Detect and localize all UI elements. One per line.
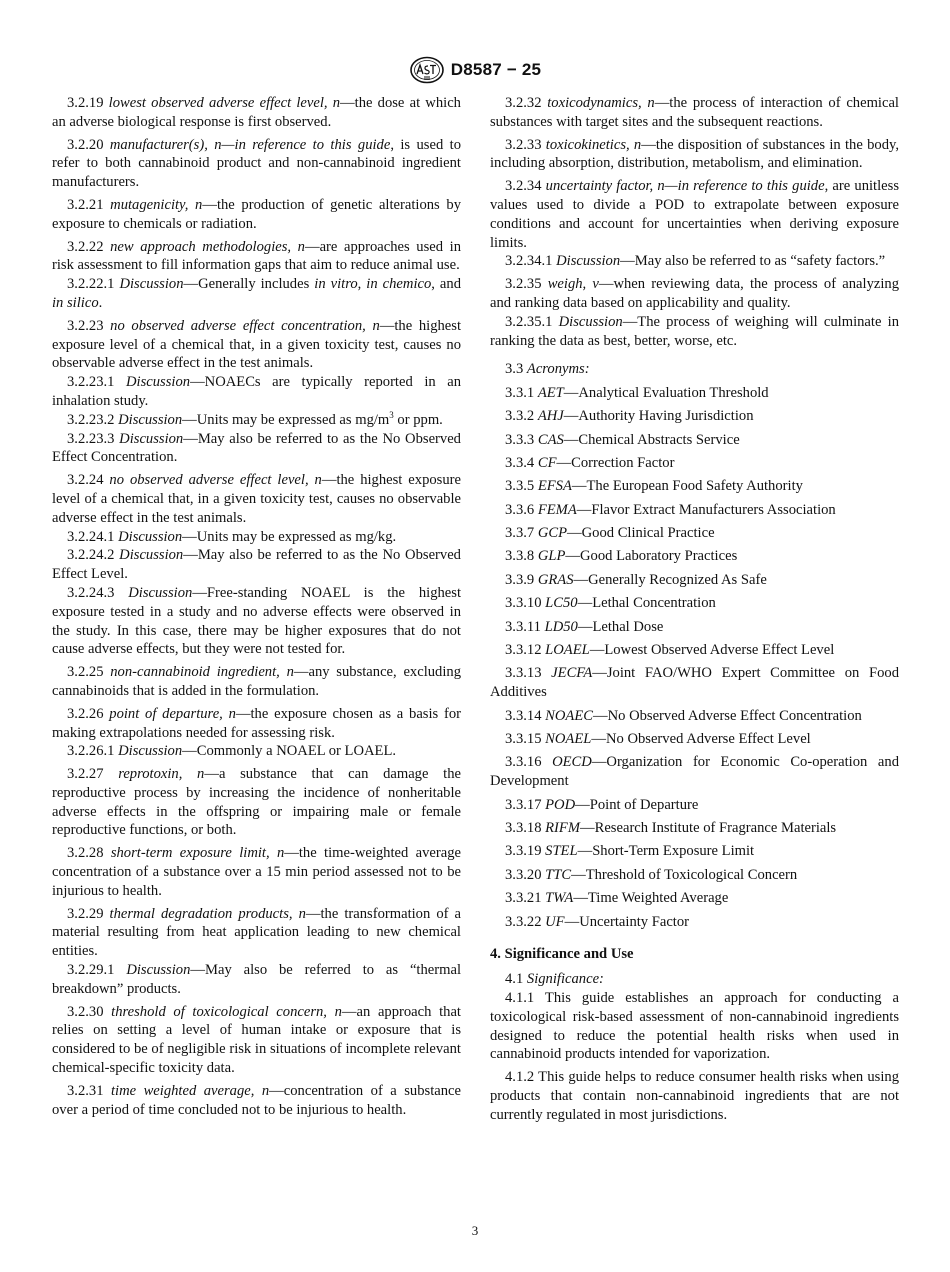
astm-logo-icon bbox=[409, 56, 445, 84]
acronym-item: 3.3.4 CF—Correction Factor bbox=[505, 454, 675, 471]
definition-3-2-32: 3.2.32 toxicodynamics, n—the process of interaction of chemical substances with target sites and the subsequent reactions. bbox=[490, 95, 899, 130]
acronym-item: 3.3.11 LD50—Lethal Dose bbox=[505, 618, 664, 635]
definition-3-2-29: 3.2.29 thermal degradation products, n—the transformation of a material resulting from heat application leading to new chemical entities. bbox=[52, 905, 461, 960]
paragraph-4-1-2: 4.1.2 This guide helps to reduce consumer health risks when using products that contain non-cannabinoid ingredients that are not currently regulated in most jurisdictions. bbox=[490, 1069, 899, 1123]
definition-3-2-31: 3.2.31 time weighted average, n—concentration of a substance over a period of time concluded not to be injurious to health. bbox=[52, 1082, 461, 1118]
acronym-item: 3.3.5 EFSA—The European Food Safety Authority bbox=[505, 478, 803, 495]
page-number: 3 bbox=[471, 1223, 479, 1238]
subsection-4-1: 4.1 Significance: bbox=[505, 971, 604, 988]
acronym-item: 3.3.15 NOAEL—No Observed Adverse Effect Level bbox=[505, 731, 811, 748]
discussion-3-2-29-1: 3.2.29.1 Discussion—May also be referred to as “thermal breakdown” products. bbox=[52, 962, 462, 997]
right-column bbox=[490, 94, 899, 1129]
definition-3-2-23: 3.2.23 no observed adverse effect concentration, n—the highest exposure level of a chemical that, in a given toxicity test, causes no observable adverse effect in the test animals. bbox=[52, 317, 461, 372]
page-header bbox=[0, 55, 950, 85]
discussion-3-2-23-3: 3.2.23.3 Discussion—May also be referred to as the No Observed Effect Concentration. bbox=[52, 430, 461, 466]
acronym-item: 3.3.14 NOAEC—No Observed Adverse Effect Concentration bbox=[505, 707, 862, 724]
acronym-item: 3.3.7 GCP—Good Clinical Practice bbox=[505, 525, 715, 542]
definition-3-2-34: 3.2.34 uncertainty factor, n—in reference to this guide, are unitless values used to divide a POD to extrapolate between exposure conditions and account for uncertainties when deriving exposure limits. bbox=[490, 178, 900, 251]
document-id: D8587 − 25 bbox=[450, 60, 542, 79]
acronym-item: 3.3.12 LOAEL—Lowest Observed Adverse Effect Level bbox=[505, 642, 835, 659]
definition-3-2-22: 3.2.22 new approach methodologies, n—are approaches used in risk assessment to fill information gaps that aim to reduce animal use. bbox=[52, 238, 462, 274]
acronym-list bbox=[490, 384, 899, 932]
discussion-3-2-26-1: 3.2.26.1 Discussion—Commonly a NOAEL or LOAEL. bbox=[67, 743, 397, 760]
section-heading-significance-and-use: 4. Significance and Use bbox=[490, 946, 634, 963]
left-column bbox=[52, 94, 461, 1123]
acronym-item: 3.3.13 JECFA—Joint FAO/WHO Expert Committee on Food Additives bbox=[490, 665, 899, 701]
discussion-3-2-23-2: 3.2.23.2 Discussion—Units may be expressed as $mg/m^3$ or ppm. bbox=[67, 409, 443, 428]
acronym-item: 3.3.18 RIFM—Research Institute of Fragrance Materials bbox=[505, 819, 837, 836]
definition-3-2-19: 3.2.19 lowest observed adverse effect level, n—the dose at which an adverse biological response is first observed. bbox=[52, 95, 461, 130]
acronym-item: 3.3.9 GRAS—Generally Recognized As Safe bbox=[505, 571, 767, 588]
definition-3-2-21: 3.2.21 mutagenicity, n—the production of genetic alterations by exposure to chemicals or radiation. bbox=[52, 196, 461, 232]
definition-3-2-26: 3.2.26 point of departure, n—the exposure chosen as a basis for making extrapolations needed for assessing risk. bbox=[52, 705, 462, 741]
acronym-item: 3.3.19 STEL—Short-Term Exposure Limit bbox=[505, 843, 755, 860]
acronym-item: 3.3.10 LC50—Lethal Concentration bbox=[505, 595, 716, 612]
acronym-item: 3.3.6 FEMA—Flavor Extract Manufacturers Association bbox=[505, 501, 836, 518]
definition-3-2-27: 3.2.27 reprotoxin, n—a substance that can damage the reproductive process by increasing the incidence of nonheritable adverse effects in the offspring or impairing male or female reproductive functions, or both. bbox=[52, 766, 461, 839]
acronym-item: 3.3.8 GLP—Good Laboratory Practices bbox=[505, 548, 738, 565]
definition-3-2-25: 3.2.25 non-cannabinoid ingredient, n—any substance, excluding cannabinoids that is added in the formulation. bbox=[52, 664, 461, 699]
acronym-item: 3.3.16 OECD—Organization for Economic Co-operation and Development bbox=[490, 754, 899, 790]
paragraph-4-1-1: 4.1.1 This guide establishes an approach for conducting a toxicological risk-based assessment of non-cannabinoid ingredients designed to reduce the potential health risks when used in cannabinoid products intended for vaporization. bbox=[490, 989, 900, 1063]
definition-3-2-33: 3.2.33 toxicokinetics, n—the disposition of substances in the body, including absorption, distribution, metabolism, and elimination. bbox=[490, 136, 899, 172]
definition-3-2-35: 3.2.35 weigh, v—when reviewing data, the process of analyzing and ranking data based on applicability and quality. bbox=[490, 276, 900, 311]
definition-3-2-30: 3.2.30 threshold of toxicological concern, n—an approach that relies on setting a level of human intake or exposure that is considered to be of negligible risk in situations of incomplete relevant chemical-specific toxicity data. bbox=[52, 1003, 461, 1077]
discussion-3-2-35-1: 3.2.35.1 Discussion—The process of weighing will culminate in ranking the data as best, better, worse, etc. bbox=[490, 313, 899, 349]
definition-3-2-20: 3.2.20 manufacturer(s), n—in reference to this guide, is used to refer to both cannabinoid product and non-cannabinoid ingredient manufacturers. bbox=[52, 136, 461, 191]
definition-3-2-24: 3.2.24 no observed adverse effect level, n—the highest exposure level of a chemical that, in a given toxicity test, causes no observable adverse effect in the test animals. bbox=[52, 472, 461, 526]
acronym-item: 3.3.2 AHJ—Authority Having Jurisdiction bbox=[505, 408, 754, 425]
acronyms-section-title: 3.3 Acronyms: bbox=[505, 361, 590, 378]
discussion-3-2-24-2: 3.2.24.2 Discussion—May also be referred to as the No Observed Effect Level. bbox=[52, 547, 461, 583]
acronym-item: 3.3.1 AET—Analytical Evaluation Threshold bbox=[505, 384, 769, 401]
acronym-item: 3.3.22 UF—Uncertainty Factor bbox=[505, 913, 690, 930]
discussion-3-2-23-1: 3.2.23.1 Discussion—NOAECs are typically reported in an inhalation study. bbox=[52, 374, 461, 409]
discussion-3-2-24-3: 3.2.24.3 Discussion—Free-standing NOAEL is the highest exposure tested in a study and no adverse effects were observed in the study. In this case, there may be higher exposures that do not cause adverse effects, but they were not tested for. bbox=[52, 584, 461, 658]
discussion-3-2-24-1: 3.2.24.1 Discussion—Units may be expressed as mg/kg. bbox=[67, 528, 397, 545]
acronym-item: 3.3.3 CAS—Chemical Abstracts Service bbox=[505, 431, 740, 448]
definition-3-2-28: 3.2.28 short-term exposure limit, n—the time-weighted average concentration of a substance over a 15 min period assessed not to be injurious to health. bbox=[52, 845, 461, 899]
discussion-3-2-22-1: 3.2.22.1 Discussion—Generally includes in vitro, in chemico, and in silico. bbox=[52, 276, 461, 311]
acronym-item: 3.3.17 POD—Point of Departure bbox=[505, 796, 699, 813]
acronym-item: 3.3.20 TTC—Threshold of Toxicological Concern bbox=[505, 866, 798, 883]
acronym-item: 3.3.21 TWA—Time Weighted Average bbox=[505, 890, 729, 907]
discussion-3-2-34-1: 3.2.34.1 Discussion—May also be referred to as “safety factors.” bbox=[505, 253, 886, 270]
